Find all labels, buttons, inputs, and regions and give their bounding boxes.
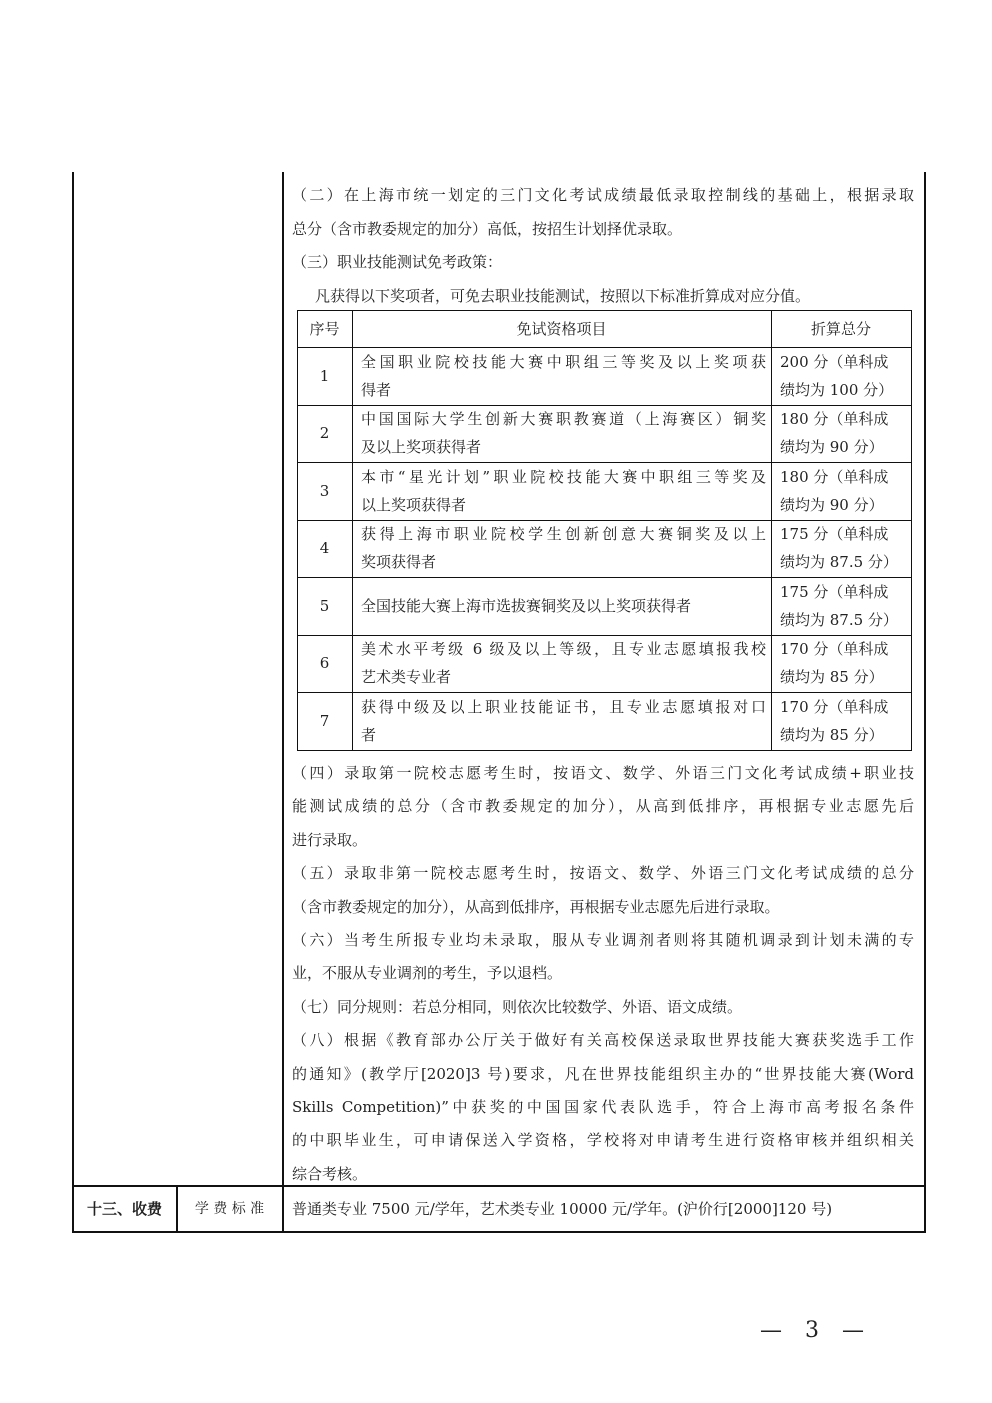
row-number: 6 [319,654,330,673]
score-line: 绩均为 87.5 分） [780,610,898,629]
row-number: 4 [319,539,330,558]
exemption-item [361,635,766,693]
item-line: 及以上奖项获得者 [361,438,482,457]
fee-section-title: 十三、收费 [86,1200,162,1218]
paragraph-line: 综合考核。 [292,1164,368,1183]
table-column-divider [282,172,284,1233]
paragraph-line: 业，不服从专业调剂的考生，予以退档。 [292,964,563,983]
converted-score [780,462,908,520]
item-line: 以上奖项获得者 [361,495,467,514]
row-number: 2 [319,424,330,443]
paragraph-line: 凡获得以下奖项者，可免去职业技能测试，按照以下标准折算成对应分值。 [300,286,811,305]
score-line: 170 分（单科成 [780,640,889,659]
item-line: 者 [361,725,377,744]
score-line: 180 分（单科成 [780,467,889,486]
score-line: 200 分（单科成 [780,352,889,371]
item-line: 获得中级及以上职业技能证书，且专业志愿填报对口 [361,697,766,716]
paragraph-line: （五）录取非第一院校志愿考生时，按语文、数学、外语三门文化考试成绩的总分 [292,864,914,883]
item-line: 艺术类专业者 [361,668,452,687]
item-line: 得者 [361,380,392,399]
score-line: 绩均为 87.5 分） [780,553,898,572]
paragraph-line: Skills Competition)”中获奖的中国国家代表队选手，符合上海市高考报名条件 [292,1098,914,1116]
paragraph-line: 的通知》(教学厅[2020]3 号)要求，凡在世界技能组织主办的“世界技能大赛(Word [292,1064,914,1083]
item-line: 中国国际大学生创新大赛职教赛道（上海赛区）铜奖 [361,410,766,429]
page-number: — 3 — [760,1318,872,1343]
paragraph-line: （二）在上海市统一划定的三门文化考试成绩最低录取控制线的基础上，根据录取 [292,186,914,204]
score-line: 175 分（单科成 [780,525,889,544]
table-column-line [771,310,772,751]
exemption-item [361,577,766,635]
table-column-line [911,310,912,751]
table-border-right [924,172,926,1233]
score-line: 180 分（单科成 [780,410,889,429]
exemption-item [361,405,766,463]
item-line: 奖项获得者 [361,553,437,572]
converted-score [780,692,908,750]
row-number: 5 [319,596,330,615]
item-line: 本市“星光计划”职业院校技能大赛中职组三等奖及 [361,467,766,486]
paragraph-line: 总分（含市教委规定的加分）高低，按招生计划择优录取。 [292,219,683,238]
row-number: 7 [319,711,330,730]
paragraph-line: 进行录取。 [292,830,368,849]
paragraph-line: （七）同分规则：若总分相同，则依次比较数学、外语、语文成绩。 [292,997,743,1016]
fee-label: 学 费 标 准 [194,1201,265,1217]
paragraph-line: （含市教委规定的加分），从高到低排序，再根据专业志愿先后进行录取。 [292,897,780,916]
converted-score [780,635,908,693]
converted-score [780,347,908,405]
score-line: 绩均为 85 分） [780,725,884,744]
score-line: 175 分（单科成 [780,582,889,601]
score-line: 170 分（单科成 [780,697,889,716]
score-line: 绩均为 90 分） [780,438,884,457]
exemption-item [361,347,766,405]
exemption-item [361,520,766,578]
item-line: 获得上海市职业院校学生创新创意大赛铜奖及以上 [361,525,766,544]
score-line: 绩均为 100 分） [780,380,894,399]
table-header-cell: 序号 [309,319,340,338]
row-number: 1 [319,366,330,385]
converted-score [780,520,908,578]
item-line: 全国技能大赛上海市选拔赛铜奖及以上奖项获得者 [361,596,692,615]
table-header-cell: 免试资格项目 [516,319,607,338]
exemption-item [361,692,766,750]
table-column-line [352,310,353,751]
fee-text: 普通类专业 7500 元/学年，艺术类专业 10000 元/学年。(沪价行[2000]120 号) [292,1200,833,1218]
paragraph-line: （四）录取第一院校志愿考生时，按语文、数学、外语三门文化考试成绩+职业技 [292,764,914,782]
table-row-line [297,750,912,751]
converted-score [780,405,908,463]
score-line: 绩均为 90 分） [780,495,884,514]
item-line: 美术水平考级 6 级及以上等级，且专业志愿填报我校 [361,640,766,659]
paragraph-line: （八）根据《教育部办公厅关于做好有关高校保送录取世界技能大赛获奖选手工作 [292,1031,914,1050]
item-line: 全国职业院校技能大赛中职组三等奖及以上奖项获 [361,352,766,371]
paragraph-line: （三）职业技能测试免考政策： [292,253,503,272]
row-number: 3 [319,481,330,500]
paragraph-line: 能测试成绩的总分（含市教委规定的加分），从高到低排序，再根据专业志愿先后 [292,797,914,816]
table-header-cell: 折算总分 [810,319,871,338]
table-border-left [72,172,74,1233]
converted-score [780,577,908,635]
paragraph-line: （六）当考生所报专业均未录取，服从专业调剂者则将其随机调录到计划未满的专 [292,931,914,949]
paragraph-line: 的中职毕业生，可申请保送入学资格，学校将对申请考生进行资格审核并组织相关 [292,1131,914,1150]
exemption-item [361,462,766,520]
score-line: 绩均为 85 分） [780,668,884,687]
